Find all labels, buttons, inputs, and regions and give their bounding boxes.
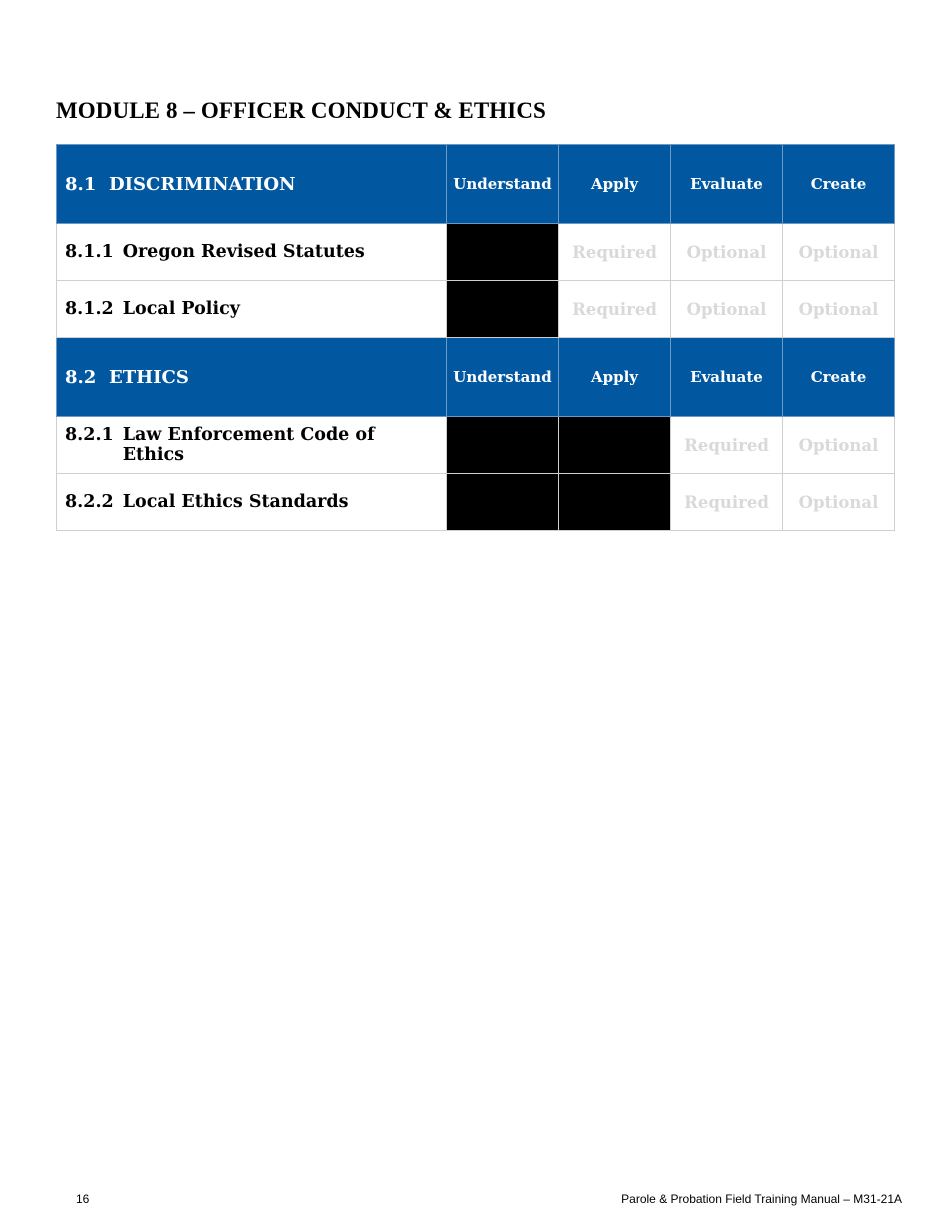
item-title: Local Ethics Standards [122, 492, 349, 512]
evaluate-status-cell: Required [671, 417, 783, 474]
item-number: 8.2.2 [65, 492, 114, 512]
create-status-cell: Optional [783, 224, 895, 281]
section-title-cell [57, 145, 447, 224]
level-header-understand: Understand [447, 338, 559, 417]
understand-filled-cell [447, 281, 559, 338]
item-title-cell [57, 224, 447, 281]
evaluate-status-cell: Optional [671, 281, 783, 338]
create-status-cell: Optional [783, 417, 895, 474]
item-title-cell [57, 474, 447, 531]
level-header-understand: Understand [447, 145, 559, 224]
footer-manual-title: Parole & Probation Field Training Manual – M31-21A [621, 1192, 902, 1206]
footer-page-number: 16 [76, 1192, 90, 1206]
section-title: DISCRIMINATION [109, 173, 296, 195]
section-number: 8.1 [65, 173, 97, 195]
level-header-evaluate: Evaluate [671, 338, 783, 417]
level-header-create: Create [783, 338, 895, 417]
item-number: 8.2.1 [65, 425, 114, 445]
level-header-evaluate: Evaluate [671, 145, 783, 224]
section-number: 8.2 [65, 366, 97, 388]
level-header-apply: Apply [559, 145, 671, 224]
understand-filled-cell [447, 417, 559, 474]
section-header-row [57, 338, 895, 417]
module-title: MODULE 8 – OFFICER CONDUCT & ETHICS [56, 98, 546, 123]
level-header-create: Create [783, 145, 895, 224]
item-title: Law Enforcement Code of Ethics [122, 425, 375, 465]
apply-filled-cell [559, 474, 671, 531]
understand-filled-cell [447, 224, 559, 281]
table-row [57, 417, 895, 474]
item-title: Local Policy [122, 299, 240, 319]
apply-status-cell: Required [559, 224, 671, 281]
table-row [57, 281, 895, 338]
item-number: 8.1.1 [65, 242, 114, 262]
item-title-cell [57, 281, 447, 338]
section-title: ETHICS [109, 366, 189, 388]
create-status-cell: Optional [783, 281, 895, 338]
item-number: 8.1.2 [65, 299, 114, 319]
item-title: Oregon Revised Statutes [122, 242, 365, 262]
competency-table [56, 144, 895, 531]
level-header-apply: Apply [559, 338, 671, 417]
understand-filled-cell [447, 474, 559, 531]
section-title-cell [57, 338, 447, 417]
create-status-cell: Optional [783, 474, 895, 531]
evaluate-status-cell: Required [671, 474, 783, 531]
evaluate-status-cell: Optional [671, 224, 783, 281]
table-row [57, 224, 895, 281]
apply-filled-cell [559, 417, 671, 474]
section-header-row [57, 145, 895, 224]
item-title-cell [57, 417, 447, 474]
apply-status-cell: Required [559, 281, 671, 338]
table-row [57, 474, 895, 531]
